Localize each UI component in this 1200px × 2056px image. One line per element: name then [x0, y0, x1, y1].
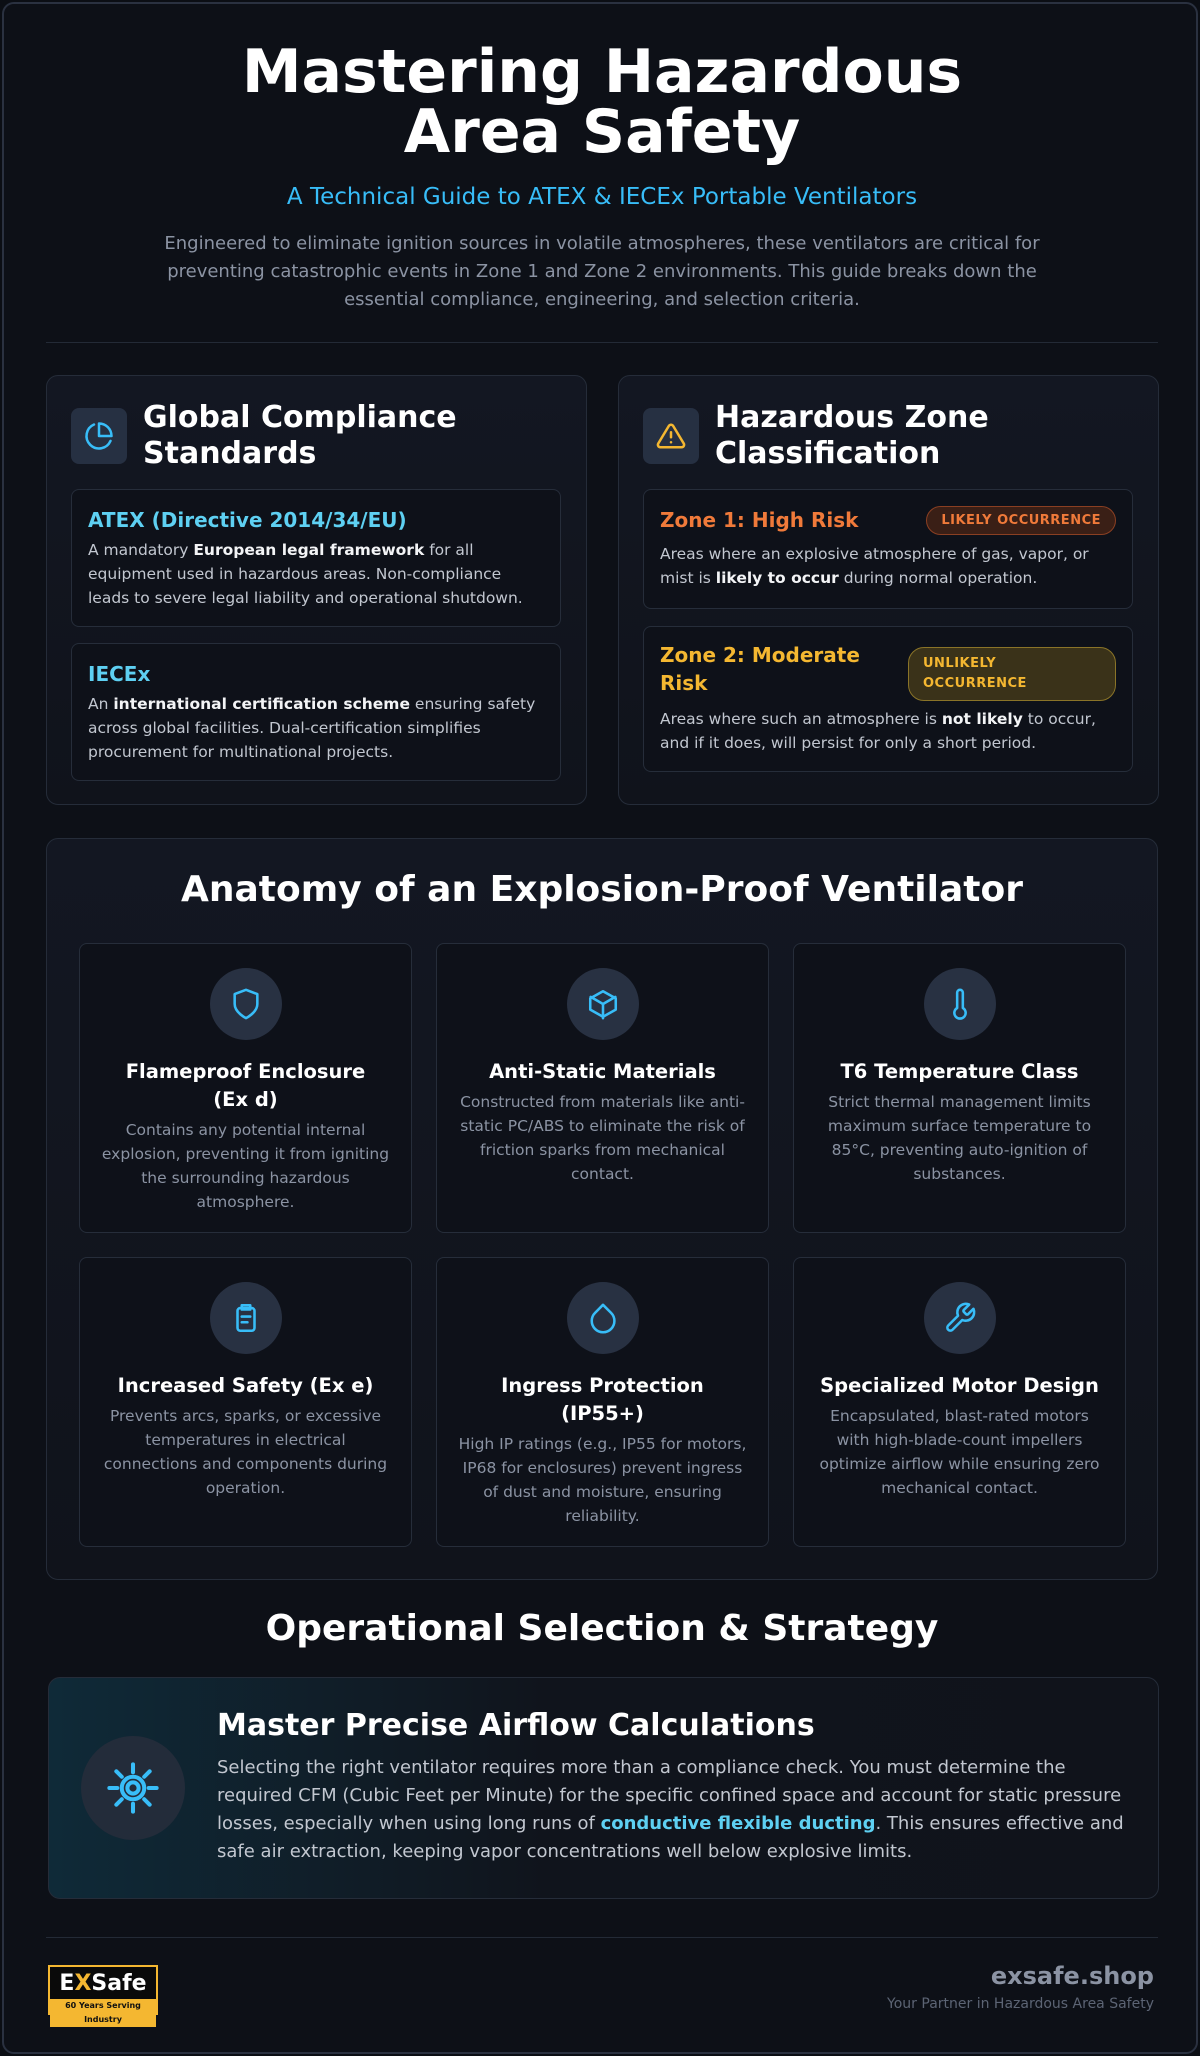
- logo-letter: X: [74, 1971, 92, 1996]
- atex-card: [71, 489, 561, 627]
- thermometer-icon: [924, 968, 996, 1040]
- emphasis: not likely: [941, 710, 1023, 728]
- wrench-icon: [924, 1282, 996, 1354]
- text-segment: . This ensures effective and safe air extraction, keeping vapor concentrations well below explosive limits.: [217, 1813, 1124, 1862]
- feature-card: [79, 943, 412, 1233]
- compliance-header: [71, 400, 503, 472]
- text-segment: An: [88, 695, 114, 713]
- atex-description: [88, 538, 544, 610]
- footer-brand: [887, 1962, 1154, 2012]
- emphasis: European legal framework: [193, 541, 425, 559]
- atex-title: ATEX (Directive 2014/34/EU): [88, 508, 407, 532]
- feature-text: Strict thermal management limits maximum surface temperature to 85°C, preventing auto-ignition of substances.: [827, 1093, 1092, 1183]
- feature-title: Anti-Static Materials: [489, 1060, 716, 1083]
- feature-card: [79, 1257, 412, 1547]
- feature-card: [793, 1257, 1126, 1547]
- feature-title: Increased Safety (Ex e): [117, 1374, 374, 1397]
- iecex-description: [88, 692, 544, 764]
- text-segment: Areas where an explosive atmosphere of gas, vapor, or mist is: [660, 545, 1089, 587]
- feature-text: Contains any potential internal explosion, preventing it from igniting the surrounding hazardous atmosphere.: [101, 1121, 390, 1211]
- zone2-badge: UNLIKELY OCCURRENCE: [908, 647, 1116, 701]
- cube-icon: [567, 968, 639, 1040]
- zone1-card: [643, 489, 1133, 609]
- feature-text: Prevents arcs, sparks, or excessive temperatures in electrical connections and components during operation.: [103, 1407, 388, 1497]
- feature-title: Ingress Protection (IP55+): [501, 1374, 704, 1425]
- site-link[interactable]: exsafe.shop: [990, 1962, 1154, 1990]
- page-title: Mastering Hazardous Area Safety: [241, 37, 963, 167]
- feature-card: [436, 943, 769, 1233]
- feature-text: High IP ratings (e.g., IP55 for motors, IP68 for enclosures) prevent ingress of dust and moisture, ensuring reliability.: [458, 1435, 747, 1525]
- zone1-description: [660, 542, 1116, 590]
- compliance-title: Global Compliance Standards: [143, 400, 457, 471]
- page-subtitle: A Technical Guide to ATEX & IECEx Portable Ventilators: [286, 184, 918, 210]
- text-segment: during normal operation.: [838, 569, 1038, 587]
- text-segment: to occur, and if it does, will persist for only a short period.: [660, 710, 1096, 752]
- text-segment: Areas where such an atmosphere is: [660, 710, 942, 728]
- divider: [46, 1937, 1158, 1938]
- feature-title: T6 Temperature Class: [840, 1060, 1079, 1083]
- logo-letter: Safe: [91, 1971, 147, 1996]
- feature-title: Specialized Motor Design: [820, 1374, 1099, 1397]
- emphasis: international certification scheme: [113, 695, 410, 713]
- iecex-title: IECEx: [88, 662, 151, 686]
- shield-icon: [210, 968, 282, 1040]
- anatomy-title: Anatomy of an Explosion-Proof Ventilator: [181, 869, 1023, 910]
- zones-title: Hazardous Zone Classification: [715, 400, 989, 471]
- zones-header: [643, 400, 1075, 472]
- logo-letter: E: [59, 1971, 75, 1996]
- zones-panel: [618, 375, 1159, 805]
- feature-card: [436, 1257, 769, 1547]
- emphasis: likely to occur: [715, 569, 839, 587]
- feature-text: Encapsulated, blast-rated motors with high-blade-count impellers optimize airflow while ensuring zero mechanical contact.: [819, 1407, 1100, 1497]
- warning-triangle-icon: [643, 408, 699, 464]
- airflow-callout: [48, 1677, 1159, 1899]
- callout-title: Master Precise Airflow Calculations: [217, 1708, 815, 1743]
- compliance-panel: [46, 375, 587, 805]
- callout-text: [217, 1754, 1127, 1866]
- logo-tagline: 60 Years Serving Industry: [50, 1999, 156, 2027]
- feature-text: Constructed from materials like anti-static PC/ABS to eliminate the risk of friction sparks from mechanical contact.: [460, 1093, 745, 1183]
- feature-card: [793, 943, 1126, 1233]
- iecex-card: [71, 643, 561, 781]
- anatomy-panel: [46, 838, 1158, 1580]
- divider: [46, 342, 1158, 343]
- text-segment: A mandatory: [88, 541, 194, 559]
- infographic-frame: [2, 2, 1198, 2054]
- text-segment: for all equipment used in hazardous areas. Non-compliance leads to severe legal liability and operational shutdown.: [88, 541, 523, 607]
- zone1-title: Zone 1: High Risk: [660, 508, 859, 532]
- zone1-badge: LIKELY OCCURRENCE: [926, 506, 1116, 535]
- exsafe-logo: [48, 1965, 158, 2024]
- header: [4, 37, 1200, 314]
- zone2-card: [643, 626, 1133, 772]
- emphasis: conductive flexible ducting: [600, 1813, 876, 1834]
- zone2-description: [660, 707, 1116, 755]
- footer-tagline: Your Partner in Hazardous Area Safety: [887, 1996, 1154, 2012]
- logo-wordmark: [50, 1969, 156, 1999]
- pie-chart-icon: [71, 408, 127, 464]
- text-segment: ensuring safety across global facilities. Dual-certification simplifies procurement for multinational projects.: [88, 695, 536, 761]
- clipboard-icon: [210, 1282, 282, 1354]
- text-segment: Selecting the right ventilator requires more than a compliance check. You must determine the required CFM (Cubic Feet per Minute) for the specific confined space and account for static pressure losses, especially when using long runs of: [217, 1757, 1122, 1834]
- feature-title: Flameproof Enclosure (Ex d): [125, 1060, 366, 1111]
- zone2-title: Zone 2: Moderate Risk: [660, 643, 860, 695]
- operations-title: Operational Selection & Strategy: [265, 1608, 939, 1649]
- fan-gear-icon: [81, 1736, 185, 1840]
- droplet-icon: [567, 1282, 639, 1354]
- intro-text: Engineered to eliminate ignition sources in volatile atmospheres, these ventilators are critical for preventing catastrophic events in Zone 1 and Zone 2 environments. This guide breaks down the essential compliance, engineering, and selection criteria.: [164, 233, 1040, 310]
